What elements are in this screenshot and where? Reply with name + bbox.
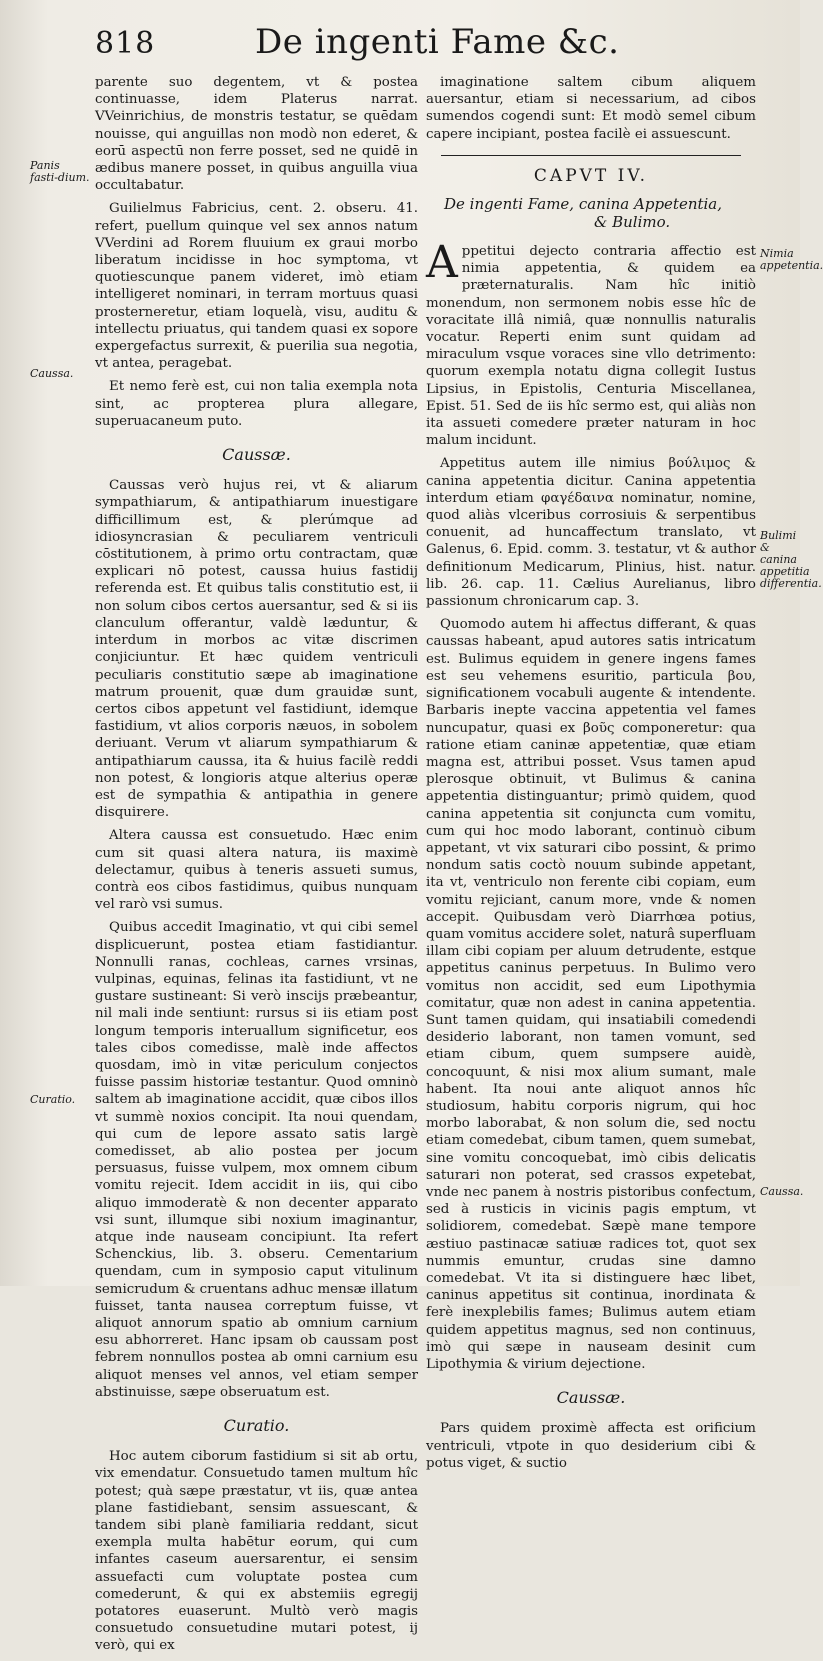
margin-note-bulimi-differentia: Bulimi & canina appetitia differentia. [760, 529, 822, 590]
right-column [426, 74, 756, 1478]
paragraph: Et nemo ferè est, cui non talia exempla nota sint, ac propterea plura allegare, superuacaneum puto. [95, 379, 418, 429]
page-header [95, 18, 775, 70]
page-number: 818 [95, 26, 156, 61]
section-heading-caussae: Caussæ. [222, 445, 291, 465]
section-heading-curatio: Curatio. [223, 1416, 290, 1436]
paragraph: Hoc autem ciborum fastidium si sit ab ortu, vix emendatur. Consuetudo tamen multum hîc potest; quà sæpe præstatur, vt iis, quæ antea plane fastidiebant, sensim assuescant, & tandem sibi planè familiaria reddant, sicut exempla multa habētur eorum, qui cum infantes caseum auersarentur, ei sensim assuefacti cum voluptate postea cum comederunt, & qui ex abstemiis egregij potatores euaserunt. Multò verò magis consuetudo consuetudine mutari potest, ij verò, qui ex [95, 1449, 418, 1654]
margin-note-nimia-appetentia: Nimia appetentia. [760, 247, 823, 272]
chapter-subtitle [444, 195, 756, 231]
paragraph: Quibus accedit Imaginatio, vt qui cibi semel displicuerunt, postea etiam fastidiantur. Nonnulli ranas, cochleas, carnes vrsinas, vulpinas, equinas, felinas ita fastidiunt, vt ne gustare sustineant: Si verò inscijs præbeantur, nil mali inde sentiunt: rursus si iis etiam post longum temporis interuallum significetur, eos tales cibos comedisse, malè inde affectos quosdam, imò in vitæ periculum conjectos fuisse passim historiæ testantur. Quod omninò saltem ab imaginatione accidit, quæ cibos illos vt summè noxios concipit. Ita noui quendam, qui cum de lepore assato satis largè comedisset, ab alio postea per jocum persuasus, fuisse vulpem, mox omnem cibum vomitu rejecit. Idem accidit in iis, qui cibo aliquo immoderatè & non decenter apparato vsi sunt, illumque sibi noxium imaginantur, atque inde nauseam concipiunt. Ita refert Schenckius, lib. 3. obseru. Cementarium quendam, cum in symposio caput vitulinum semicrudum & cruentans adhuc mensæ illatum fuisset, tanta nausea correptum fuisse, vt aliquot annorum spatio ab omnium carnium esu abhorreret. Hanc ipsam ob caussam post febrem nonnullos postea ab omni carnium esu aliquot menses vel annos, vel etiam semper abstinuisse, sæpe obseruatum est. [95, 920, 418, 1400]
paragraph: Appetitui dejecto contraria affectio est nimia appetentia, & quidem ea præternaturalis. Nam hîc initiò monendum, non sermonem nobis esse hîc de voracitate illâ nimiâ, quæ nonnullis naturalis vocatur. Reperti enim sunt quidam ad miraculum vsque voraces sine vllo detrimento: quorum exempla notatu digna collegit Iustus Lipsius, in Epistolis, Centuria Miscellanea, Epist. 51. Sed de iis hîc sermo est, qui aliàs non ita assueti comedere præter naturam in hoc malum incidunt. [426, 237, 756, 449]
paragraph: Altera caussa est consuetudo. Hæc enim cum sit quasi altera natura, iis maximè delectamur, quibus à teneris assueti sumus, contrà eos cibos fastidimus, quibus nunquam vel rarò vsi sumus. [95, 828, 418, 913]
chapter-rule [441, 155, 741, 156]
paragraph: Quomodo autem hi affectus differant, & quas caussas habeant, apud autores satis intricatum est. Bulimus equidem in genere ingens fames est seu vehemens esuritio, particula βου, significationem vocabuli augente & intendente. Barbaris inepte vaccina appetentia vel fames nuncupatur, quasi ex βοῦς componeretur: qua ratione etiam caninæ appetentiæ, quæ etiam magna est, attribui posset. Vsus tamen apud plerosque obtinuit, vt Bulimus & canina appetentia distinguantur; primò quidem, quod canina appetentia sit conjuncta cum vomitu, cum qui hoc modo laborant, continuò cibum appetant, vt vix saturari cibo possint, & primo nondum satis coctò nouum subinde appetant, ita vt, ventriculo non ferente cibi copiam, eum vomitu rejiciant, canum more, vnde & nomen accepit. Quibusdam verò Diarrhœa potius, quam vomitus accidere solet, naturâ superfluam illam cibi copiam per aluum detrudente, estque appetitus caninus perpetuus. In Bulimo vero vomitus non accidit, sed eum Lipothymia comitatur, quæ non adest in canina appetentia. Sunt tamen quidam, qui insatiabili comedendi desiderio laborant, non tamen vomunt, sed etiam cibum, quem sumpsere auidè, concoquunt, & nisi mox alium sumant, male habent. Ita noui ante aliquot annos hîc studiosum, habitu corporis nigrum, qui hoc morbo laborabat, & non solum die, sed noctu etiam comedebat, cibum tamen, quem sumebat, sine vomitu concoquebat, imò cibis delicatis saturari non poterat, sed crassos expetebat, vnde nec panem à nostris pistoribus confectum, sed à rusticis in vicinis pagis emptum, vt solidiorem, comedebat. Sæpè mane tempore æstiuo pastinacæ satiuæ radices tot, quot sex nummis emuntur, crudas sine damno comedebat. Vt ita si distinguere hæc libet, caninus appetitus sit continua, inordinata & ferè inexplebilis fames; Bulimus autem etiam quidem appetitus magnus, sed non continuus, imò qui sæpe in nauseam desinit cum Lipothymia & virium dejectione. [426, 617, 756, 1373]
paragraph: Appetitus autem ille nimius βούλιμος & canina appetentia dicitur. Canina appetentia interdum etiam φαγέδαινα nominatur, nomine, quod aliàs vlceribus corrosiuis & serpentibus conuenit, ad huncaffectum translato, vt Galenus, 6. Epid. comm. 3. testatur, vt & author definitionum Medicarum, Plinius, hist. natur. lib. 26. cap. 11. Cælius Aurelianus, libro passionum chronicarum cap. 3. [426, 456, 756, 610]
paragraph: imaginatione saltem cibum aliquem auersantur, etiam si necessarium, ad cibos sumendos cogendi sunt: Et modò semel cibum capere incipiant, postea facilè ei assuescunt. [426, 75, 756, 142]
chapter-subtitle-line-2: & Bulimo. [594, 213, 671, 232]
paragraph: Pars quidem proximè affecta est orificium ventriculi, vtpote in quo desiderium cibi & potus viget, & suctio [426, 1421, 756, 1471]
paragraph: parente suo degentem, vt & postea continuasse, idem Platerus narrat. VVeinrichius, de monstris testatur, se quēdam nouisse, qui anguillas non modò non ederet, & eorū aspectū non ferre posset, sed ne quidē in ædibus manere posset, in quibus anguilla viua occultabatur. [95, 75, 418, 194]
margin-note-panis-fastidium: Panis fasti-dium. [30, 159, 90, 184]
margin-note-curatio: Curatio. [30, 1093, 76, 1106]
paragraph: Caussas verò hujus rei, vt & aliarum sympathiarum, & antipathiarum inuestigare difficillimum est, & plerúmque ad idiosyncrasian & peculiarem ventriculi cōstitutionem, à primo ortu contractam, quæ explicari nō potest, caussa huius fastidij referenda est. Et quibus talis constitutio est, ii non solum cibos certos auersantur, sed & si iis clanculum offerantur, valdè læduntur, & interdum in morbos ac vitæ discrimen conjiciuntur. Et hæc quidem ventriculi peculiaris constitutio sæpe ab imaginatione matrum prouenit, quæ dum grauidæ sunt, certos cibos appetunt vel fastidiunt, idemque fastidium, vt alios corporis næuos, in sobolem deriuant. Verum vt aliarum sympathiarum & antipathiarum caussa, ita & huius facilè reddi non potest, & longioris atque alterius operæ est de sympathia & antipathia in genere disquirere. [95, 478, 418, 821]
chapter-subtitle-line-1: De ingenti Fame, canina Appetentia, [444, 195, 723, 214]
chapter-heading: CAPVT IV. [533, 165, 649, 186]
margin-note-caussa: Caussa. [30, 367, 74, 380]
section-heading-caussae-right: Caussæ. [556, 1388, 626, 1408]
running-title: De ingenti Fame &c. [255, 22, 620, 62]
left-column [95, 74, 418, 1661]
paragraph: Guilielmus Fabricius, cent. 2. obseru. 41. refert, puellum quinque vel sex annos natum VVerdini ad Rorem fluuium ex graui morbo liberatum incidisse in hoc symptoma, vt quotiescunque panem videret, imò etiam intelligeret nominari, in terram mortuus quasi prosterneretur, etiam loquelà, visu, auditu & intellectu priuatus, qui tandem quasi ex sopore expergefactus surrexit, & puerilia sua negotia, vt antea, peragebat. [95, 201, 418, 372]
margin-note-caussa-right: Caussa. [760, 1185, 804, 1198]
